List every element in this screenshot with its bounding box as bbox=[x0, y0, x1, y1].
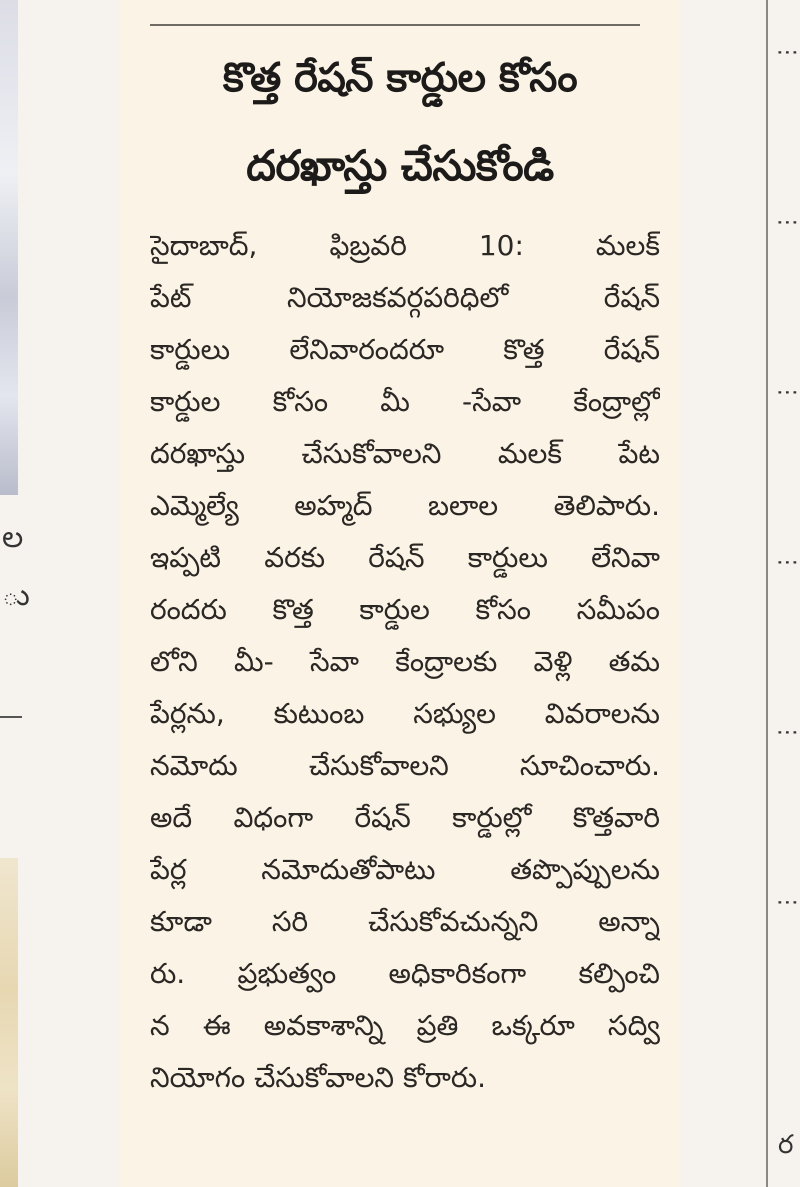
left-photo-fragment-bottom bbox=[0, 858, 18, 1187]
body-line: కూడా సరి చేసుకోవచున్నని అన్నా bbox=[150, 905, 660, 938]
left-neighbor-column bbox=[0, 0, 120, 1187]
body-line: లోని మీ- సేవా కేంద్రాలకు వెళ్లి తమ bbox=[150, 645, 660, 678]
headline-line-1: కొత్త రేషన్ కార్డుల కోసం bbox=[222, 55, 578, 101]
left-column-fragment: ల bbox=[2, 520, 24, 555]
top-divider bbox=[150, 24, 640, 26]
body-line: పేర్ల నమోదుతోపాటు తప్పొప్పులను bbox=[150, 853, 660, 886]
body-line: ఎమ్మెల్యే అహ్మద్ బలాల తెలిపారు. bbox=[150, 489, 660, 522]
body-line: ఇప్పటి వరకు రేషన్ కార్డులు లేనివా bbox=[150, 541, 660, 574]
headline-line-2: దరఖాస్తు చేసుకోండి bbox=[246, 141, 554, 190]
body-line: కార్డుల కోసం మీ -సేవా కేంద్రాల్లో bbox=[150, 385, 660, 418]
rotated-text-fragment: ⋮ bbox=[774, 381, 800, 404]
article bbox=[120, 0, 680, 1187]
body-line: న ఈ అవకాశాన్ని ప్రతి ఒక్కరూ సద్వి bbox=[150, 1009, 660, 1042]
left-column-fragment: ు bbox=[2, 578, 30, 613]
right-divider bbox=[766, 0, 768, 1187]
rotated-text-fragment: ⋮ bbox=[774, 41, 800, 64]
body-line: కార్డులు లేనివారందరూ కొత్త రేషన్ bbox=[150, 333, 660, 366]
body-line: పేర్లను, కుటుంబ సభ్యుల వివరాలను bbox=[150, 697, 660, 730]
body-line: దరఖాస్తు చేసుకోవాలని మలక్ పేట bbox=[150, 437, 660, 470]
rotated-text-fragment: ⋮ bbox=[774, 551, 800, 574]
right-neighbor-column bbox=[680, 0, 800, 1187]
left-divider bbox=[0, 716, 22, 718]
body-line: అదే విధంగా రేషన్ కార్డుల్లో కొత్తవారి bbox=[150, 801, 660, 834]
body-line: రందరు కొత్త కార్డుల కోసం సమీపం bbox=[150, 593, 660, 626]
body-line: సైదాబాద్, ఫిబ్రవరి 10: మలక్ bbox=[150, 229, 660, 262]
body-line: నమోదు చేసుకోవాలని సూచించారు. bbox=[150, 749, 660, 782]
rotated-text-fragment: ⋮ bbox=[774, 891, 800, 914]
left-photo-fragment-top bbox=[0, 0, 18, 495]
body-line: రు. ప్రభుత్వం అధికారికంగా కల్పించి bbox=[150, 957, 660, 990]
body-line: పేట్ నియోజకవర్గపరిధిలో రేషన్ bbox=[150, 281, 660, 314]
rotated-text-fragment: ⋮ bbox=[774, 211, 800, 234]
rotated-text-fragment: ⋮ bbox=[774, 721, 800, 744]
body-line: నియోగం చేసుకోవాలని కోరారు. bbox=[150, 1061, 487, 1094]
right-column-fragment: ర bbox=[778, 1130, 794, 1160]
